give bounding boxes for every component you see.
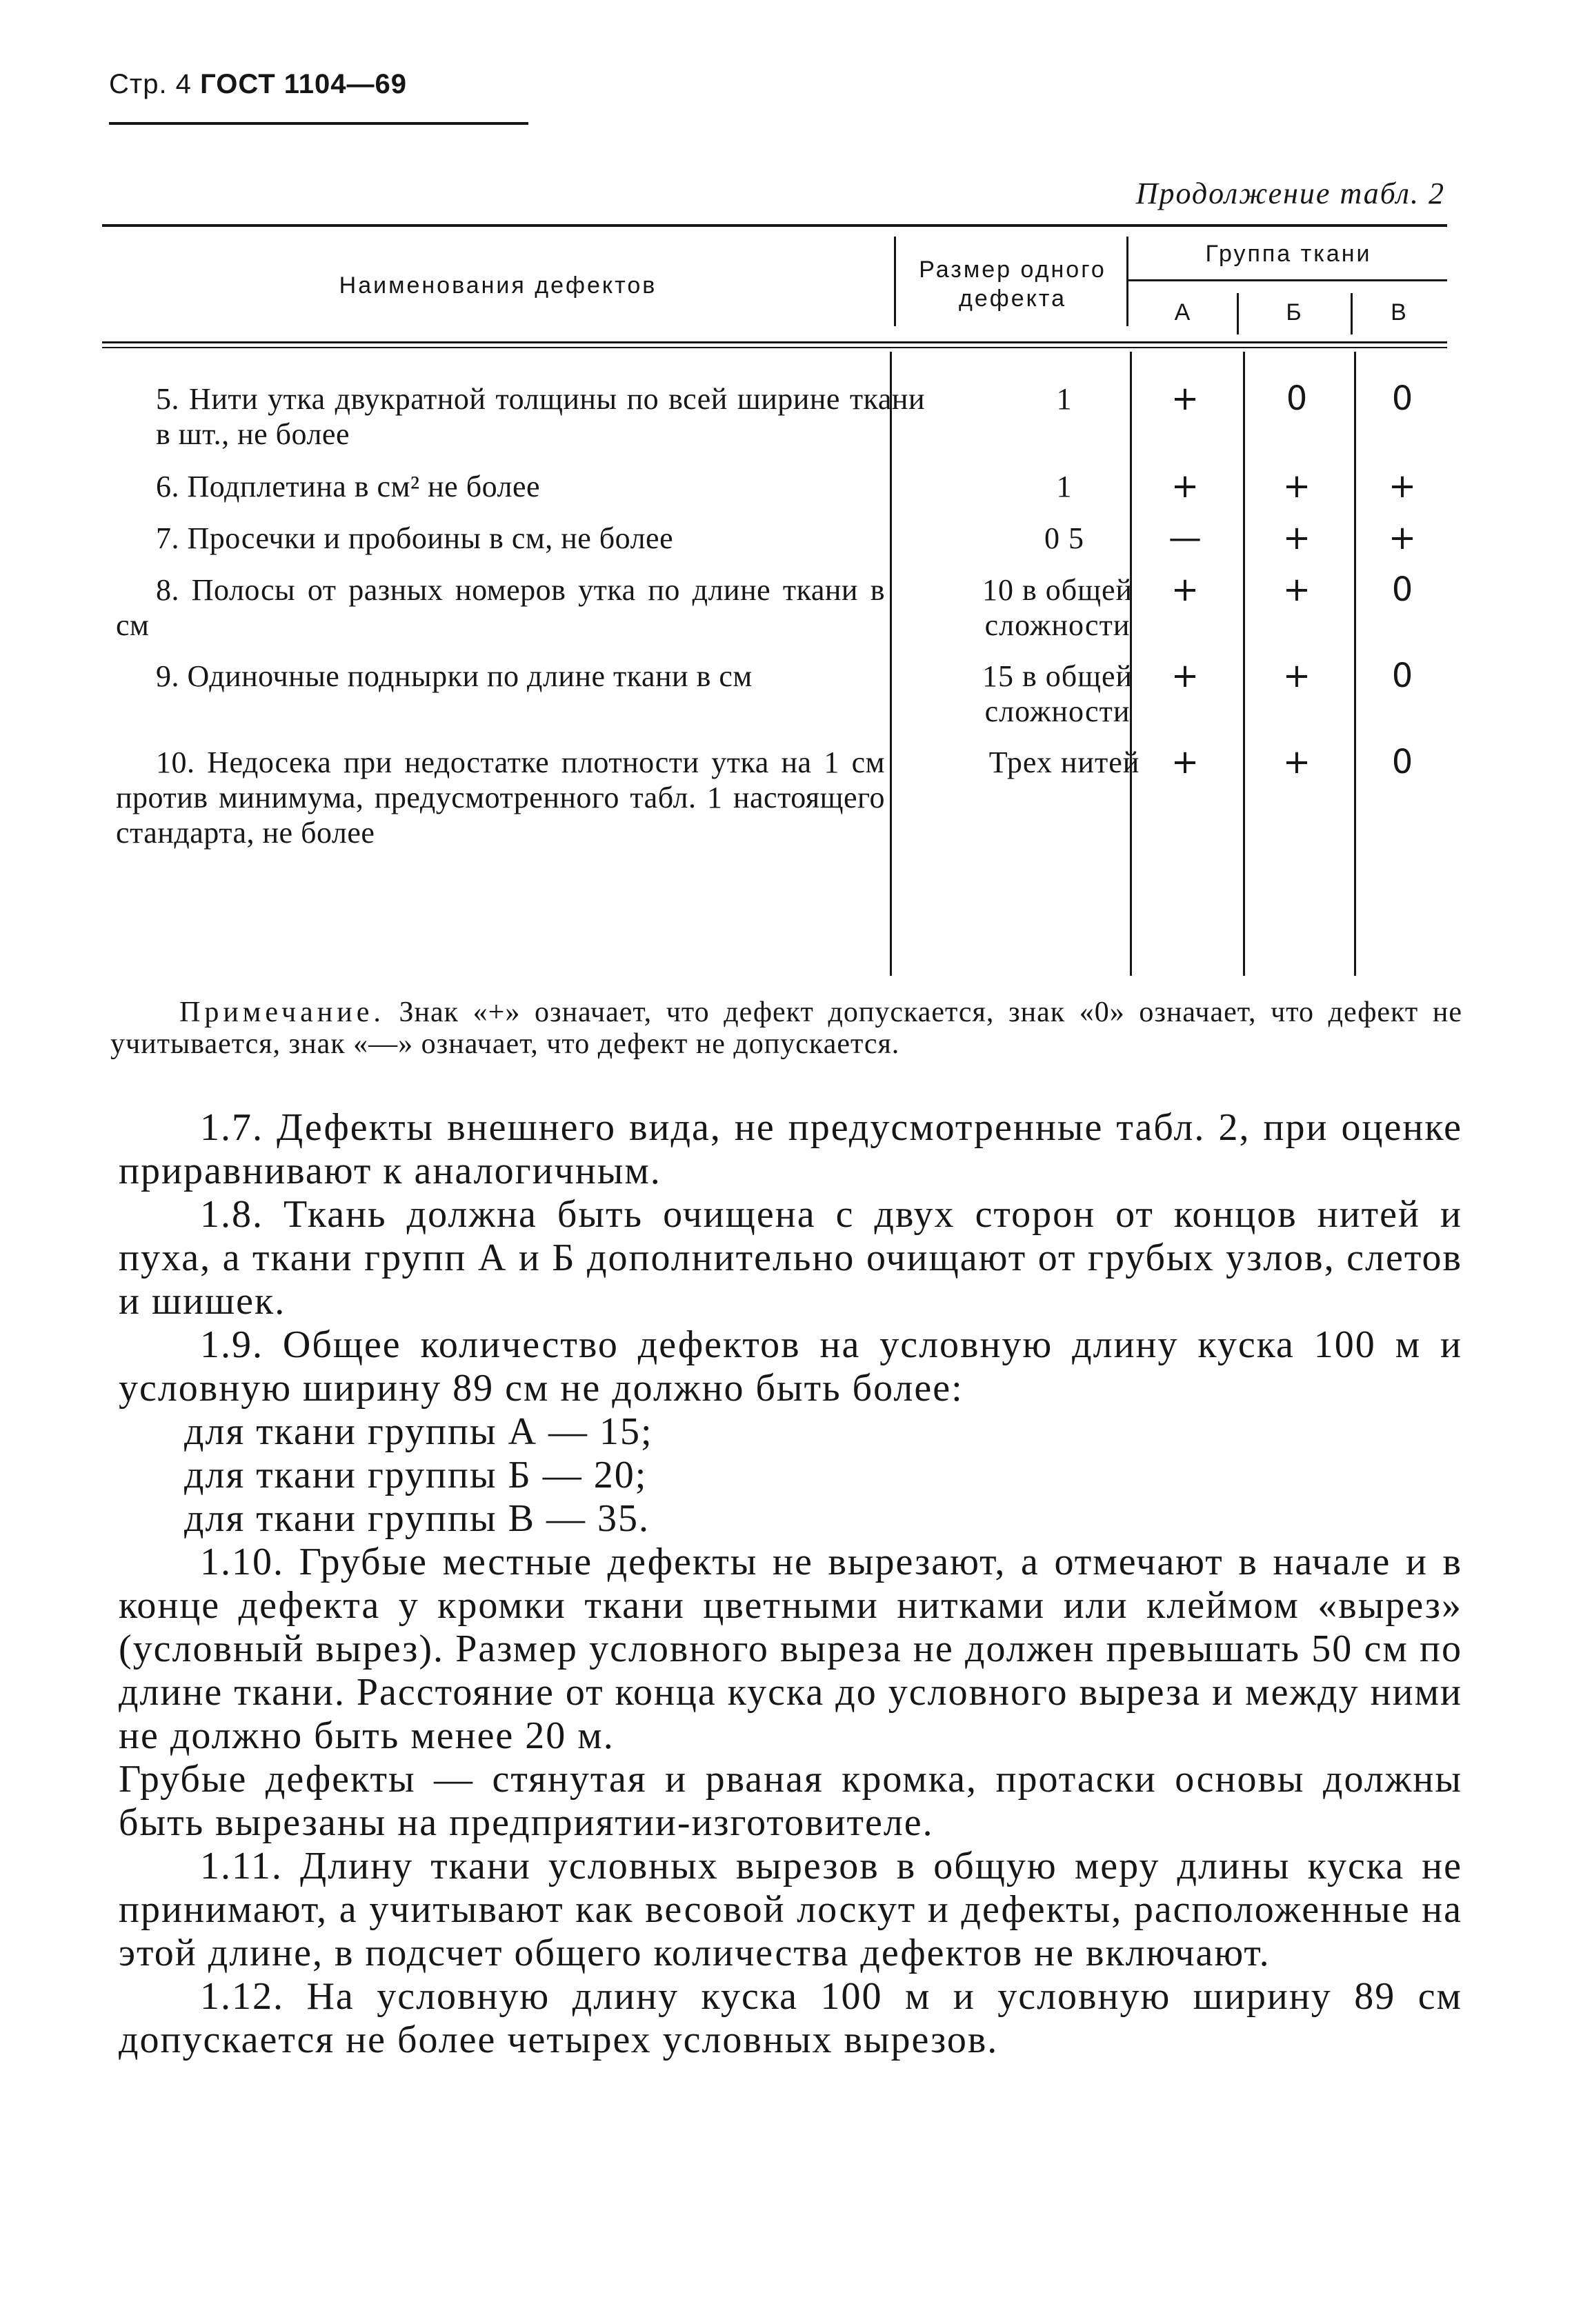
- header-vline-1: [894, 237, 896, 326]
- table-row-5-mark-v: 0: [1391, 379, 1413, 418]
- paragraph-1-12: 1.12. На условную длину куска 100 м и условную ширину 89 см допускается не более четырех условных вырезов.: [119, 1975, 1462, 2061]
- page-header: [109, 69, 407, 100]
- page-number: Стр. 4: [109, 69, 192, 99]
- table-row-7-name: 7. Просечки и пробоины в см, не более: [156, 521, 674, 555]
- header-bottom-rule: [102, 341, 1447, 343]
- paragraph-1-10-b: Грубые дефекты — стянутая и рваная кромка, протаски основы должны быть вырезаны на предприятии-изготовителе.: [119, 1758, 1462, 1844]
- table-row-7-size: 0 5: [1044, 521, 1084, 555]
- paragraph-1-7: 1.7. Дефекты внешнего вида, не предусмотренные табл. 2, при оценке приравнивают к аналогичным.: [119, 1106, 1462, 1192]
- group-sub-rule: [1126, 279, 1447, 281]
- table-row-5-name: 5. Нити утка двукратной толщины по всей ширине ткани в шт., не более: [156, 382, 925, 451]
- table-row-7-mark-v: +: [1388, 519, 1417, 557]
- paragraph-1-9-item-b: для ткани группы Б — 20;: [184, 1454, 648, 1496]
- standard-id: ГОСТ 1104—69: [200, 69, 408, 99]
- body-text: [119, 1106, 1462, 2062]
- table-row-9-name: [116, 659, 885, 694]
- table-row-5-mark-a: +: [1171, 379, 1200, 418]
- table-row-10-name-text: 10. Недосека при недостатке плотности утка на 1 см против минимума, предусмотренного табл. 1 настоящего стандарта, не более: [116, 745, 885, 850]
- paragraph-1-9-item-c: для ткани группы В — 35.: [184, 1497, 650, 1540]
- table-row-6-mark-b: +: [1282, 467, 1311, 505]
- table-row-9-name-text: 9. Одиночные поднырки по длине ткани в см: [156, 659, 753, 693]
- table-row-7-mark-b: +: [1282, 519, 1311, 557]
- header-vline-2: [1126, 237, 1128, 326]
- table-row-8-mark-v: 0: [1391, 570, 1413, 609]
- table-row-5-size: 1: [1056, 382, 1073, 416]
- table-row-9-mark-v: 0: [1391, 657, 1413, 695]
- table-row-5-mark-b: 0: [1286, 379, 1308, 418]
- table-row-10-size: Трех нитей: [988, 745, 1140, 779]
- col-header-group-a: А: [1174, 299, 1193, 325]
- table-row-6-mark-a: +: [1171, 467, 1200, 505]
- col-header-group-b: Б: [1286, 299, 1304, 325]
- col-header-name: Наименования дефектов: [339, 272, 657, 299]
- table-top-rule: [102, 224, 1447, 227]
- note-text: Знак «+» означает, что дефект допускается, знак «0» означает, что дефект не учитывается, знак «—» означает, что дефект не допускается.: [110, 996, 1463, 1060]
- note-label: Примечание.: [179, 996, 385, 1028]
- paragraph-1-11: 1.11. Длину ткани условных вырезов в общую меру длины куска не принимают, а учитывают как весовой лоскут и дефекты, расположенные на этой длине, в подсчет общего количества дефектов не включают.: [119, 1845, 1462, 1974]
- table-row-10-mark-a: +: [1171, 743, 1200, 781]
- table-row-6-mark-v: +: [1388, 467, 1417, 505]
- table-row-8-mark-a: +: [1171, 570, 1200, 609]
- table-row-9-mark-b: +: [1282, 657, 1311, 695]
- table-row-9-mark-a: +: [1171, 657, 1200, 695]
- table-row-8-name: [116, 572, 885, 643]
- table-continuation-label: Продолжение табл. 2: [1135, 177, 1445, 210]
- table-row-7-mark-a: —: [1168, 519, 1202, 557]
- table-note: [110, 996, 1462, 1060]
- defects-table: [102, 224, 1447, 976]
- paragraph-1-9-item-a: для ткани группы А — 15;: [184, 1410, 653, 1453]
- col-header-group-v: В: [1391, 299, 1409, 325]
- table-row-6-size: 1: [1056, 470, 1073, 503]
- table-row-6-name: 6. Подплетина в см² не более: [156, 470, 541, 503]
- body-vline-3: [1243, 352, 1245, 976]
- paragraph-1-9: 1.9. Общее количество дефектов на условную длину куска 100 м и условную ширину 89 см не должно быть более:: [119, 1323, 1462, 1410]
- table-row-10-mark-b: +: [1282, 743, 1311, 781]
- table-row-8-size: 10 в общей сложности: [982, 573, 1133, 642]
- table-row-8-mark-b: +: [1282, 570, 1311, 609]
- table-row-9-size: 15 в общей сложности: [982, 659, 1133, 728]
- col-header-size: Размер одного дефекта: [919, 257, 1106, 312]
- paragraph-1-8: 1.8. Ткань должна быть очищена с двух сторон от концов нитей и пуха, а ткани групп А и Б дополнительно очищают от грубых узлов, слетов и шишек.: [119, 1193, 1462, 1323]
- col-header-group: Группа ткани: [1205, 241, 1372, 267]
- table-row-8-name-text: 8. Полосы от разных номеров утка по длине ткани в см: [116, 573, 885, 642]
- header-bottom-rule-2: [102, 347, 1447, 348]
- table-row-10-name: [116, 745, 885, 850]
- header-rule: [109, 122, 528, 125]
- paragraph-1-10: 1.10. Грубые местные дефекты не вырезают, а отмечают в начале и в конце дефекта у кромки ткани цветными нитками или клеймом «вырез» (условный вырез). Размер условного выреза не должен превышать 50 см по длине ткани. Расстояние от конца куска до условного выреза и между ними не должно быть менее 20 м.: [119, 1541, 1462, 1757]
- table-row-10-mark-v: 0: [1391, 743, 1413, 781]
